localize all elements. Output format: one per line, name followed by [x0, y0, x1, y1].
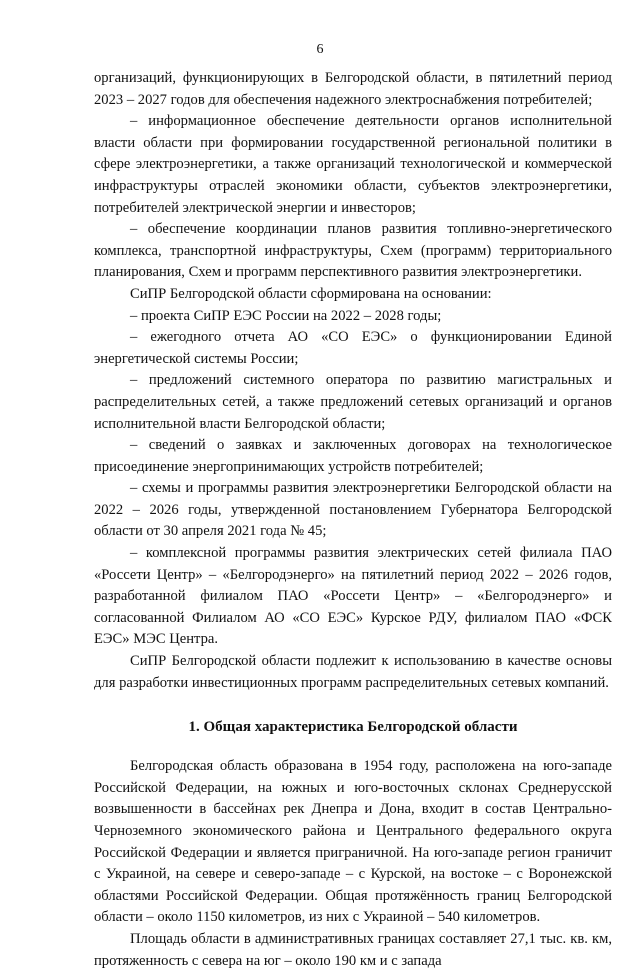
paragraph: СиПР Белгородской области подлежит к использованию в качестве основы для разработки инвестиционных программ распределительных сетевых компаний. [94, 653, 612, 691]
section-body-block [94, 756, 612, 972]
document-body [94, 68, 612, 972]
paragraph: Площадь области в административных границах составляет 27,1 тыс. кв. км, протяженность с севера на юг – около 190 км и с запада [94, 930, 612, 969]
paragraph: – сведений о заявках и заключенных договорах на технологическое присоединение энергопринимающих устройств потребителей; [94, 437, 612, 475]
paragraph: – проекта СиПР ЕЭС России на 2022 – 2028 годы; [130, 307, 442, 324]
intro-block [94, 68, 612, 694]
paragraph: – предложений системного оператора по развитию магистральных и распределительных сетей, а также предложений сетевых организаций и органов исполнительной власти Белгородской области; [94, 372, 612, 432]
paragraph: СиПР Белгородской области сформирована на основании: [130, 285, 492, 302]
paragraph: – комплексной программы развития электрических сетей филиала ПАО «Россети Центр» – «Белгородэнерго» на пятилетний период 2022 – 2026 годов, разработанной филиалом ПАО «Россети Центр» – «Белгородэнерго» и согласованной Филиалом АО «СО ЕЭС» Курское РДУ, филиалом ПАО «ФСК ЕЭС» МЭС Центра. [94, 545, 612, 648]
paragraph: – схемы и программы развития электроэнергетики Белгородской области на 2022 – 2026 годы, утвержденной постановлением Губернатора Белгородской области от 30 апреля 2021 года № 45; [94, 480, 612, 540]
paragraph: – ежегодного отчета АО «СО ЕЭС» о функционировании Единой энергетической системы России; [94, 329, 612, 367]
paragraph: Белгородская область образована в 1954 году, расположена на юго-западе Российской Федерации, на южных и юго-восточных склонах Среднерусской возвышенности в бассейнах рек Днепра и Дона, входит в состав Центрально-Черноземного экономического района и Центрального федерального округа Российской Федерации и является приграничной. На юго-западе регион граничит с Украиной, на севере и северо-западе – с Курской, на востоке – с Воронежской областями Российской Федерации. Общая протяжённость границ Белгородской области – около 1150 километров, из них с Украиной – 540 километров. [94, 758, 612, 926]
section-heading: 1. Общая характеристика Белгородской области [188, 719, 518, 736]
page-number: 6 [316, 42, 324, 57]
paragraph: – информационное обеспечение деятельности органов исполнительной власти области при формировании государственной региональной политики в сфере электроэнергетики, а также организаций технологической и коммерческой инфраструктуры отраслей экономики области, субъектов электроэнергетики, потребителей электрической энергии и инвесторов; [94, 113, 612, 216]
paragraph: организаций, функционирующих в Белгородской области, в пятилетний период 2023 – 2027 годов для обеспечения надежного электроснабжения потребителей; [94, 70, 612, 108]
paragraph: – обеспечение координации планов развития топливно-энергетического комплекса, транспортной инфраструктуры, Схем (программ) территориального планирования, Схем и программ перспективного развития электроэнергетики. [94, 221, 612, 281]
